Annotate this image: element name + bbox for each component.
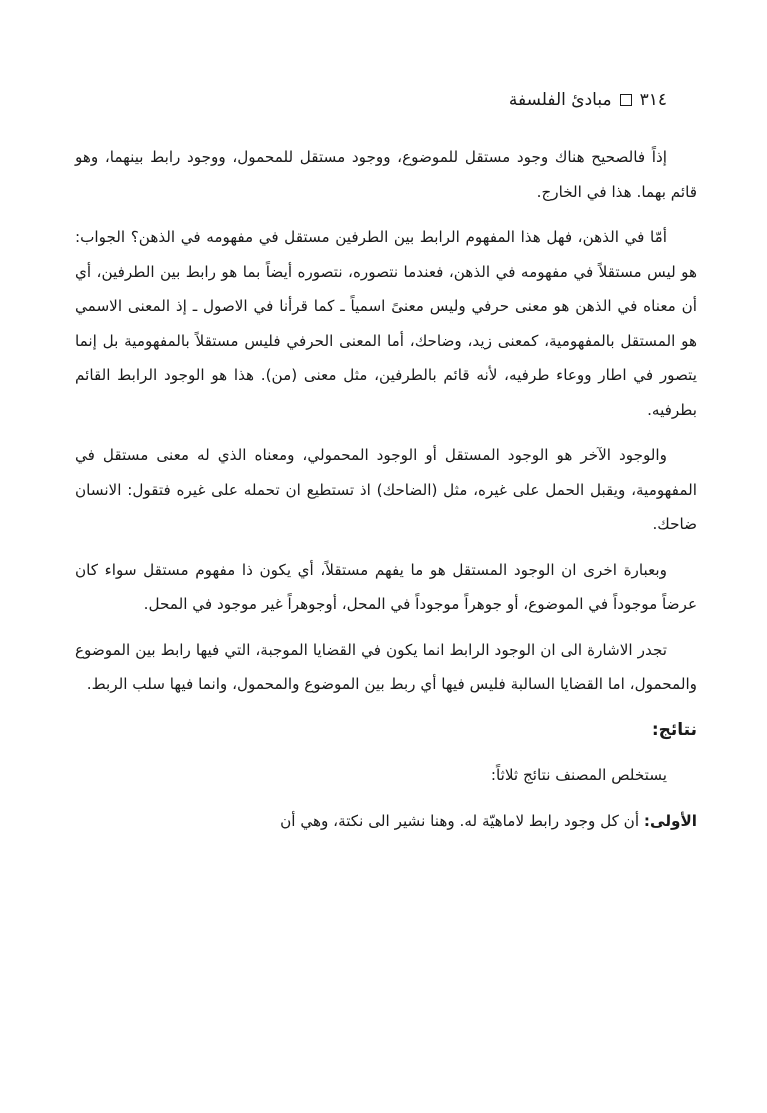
square-divider-icon [620,94,632,106]
book-title: مبادئ الفلسفة [508,90,612,110]
page-body [75,140,697,849]
first-result-text: أن كل وجود رابط لاماهيّة له. وهنا نشير الى نكتة، وهي أن [280,811,640,830]
section-intro: يستخلص المصنف نتائج ثلاثاً: [490,766,667,784]
first-result-label: الأولى: [643,811,697,830]
paragraph-4: وبعبارة اخرى ان الوجود المستقل هو ما يفهم مستقلاً، أي يكون ذا مفهوم مستقل سواء كان عرضاً موجوداً في الموضوع، أو جوهراً موجوداً في المحل، أوجوهراً غير موجود في المحل. [75,560,697,613]
page-header [509,90,667,110]
section-title: نتائج: [651,719,697,740]
paragraph-1: إذاً فالصحيح هناك وجود مستقل للموضوع، ووجود مستقل للمحمول، ووجود رابط بينهما، وهو قائم بهما. هذا في الخارج. [75,148,697,201]
first-result [75,804,697,839]
page-number: ٣١٤ [639,90,667,110]
paragraph-3: والوجود الآخر هو الوجود المستقل أو الوجود المحمولي، ومعناه الذي له معنى مستقل في المفهومية، ويقبل الحمل على غيره، مثل (الضاحك) اذ تستطيع ان تحمله على غيره فتقول: الانسان ضاحك. [75,446,697,533]
paragraph-5: تجدر الاشارة الى ان الوجود الرابط انما يكون في القضايا الموجبة، التي فيها رابط بين الموضوع والمحمول، اما القضايا السالبة فليس فيها أي ربط بين الموضوع والمحمول، وانما فيها سلب الربط. [75,640,697,693]
paragraph-2: أمّا في الذهن، فهل هذا المفهوم الرابط بين الطرفين مستقل في مفهومه في الذهن؟ الجواب: هو ليس مستقلاً في مفهومه في الذهن، فعندما نتصوره، نتصوره أيضاً بما هو رابط بين الطرفين، أي أن معناه في الذهن هو معنى حرفي وليس معنىً اسمياً ـ كما قرأنا في الاصول ـ إذ المعنى الاسمي هو المستقل بالمفهومية، كمعنى زيد، وضاحك، أما المعنى الحرفي فليس مستقلاً بالمفهومية بل إنما يتصور في اطار ووعاء طرفيه، لأنه قائم بالطرفين، مثل معنى (من). هذا هو الوجود الرابط القائم بطرفيه. [75,228,697,419]
